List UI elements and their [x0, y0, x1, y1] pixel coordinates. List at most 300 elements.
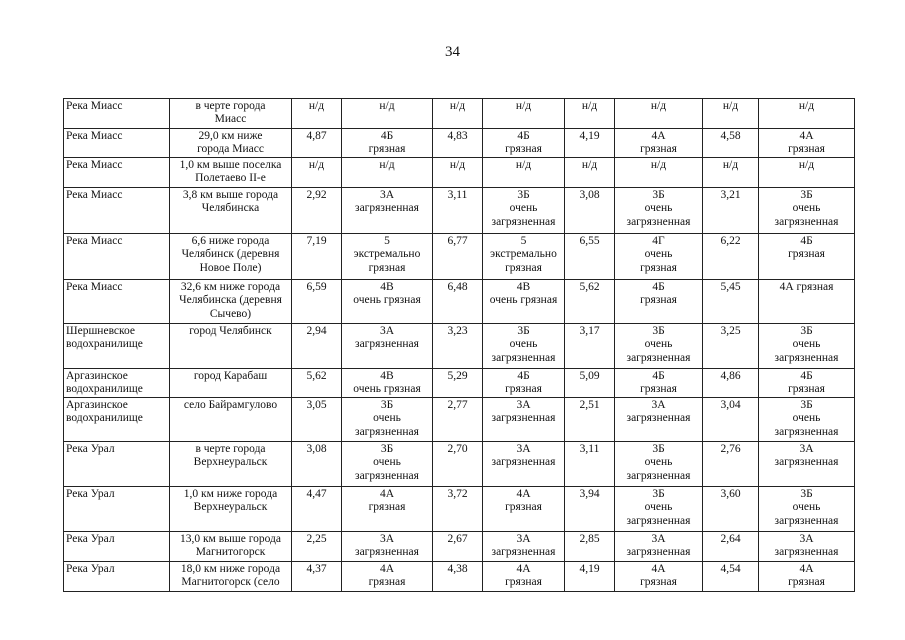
- water-body-cell: [64, 188, 170, 234]
- index-value-cell: [433, 442, 483, 487]
- index-value-cell: [433, 369, 483, 398]
- cell-line: 2,92: [306, 189, 327, 201]
- cell-line: н/д: [449, 100, 466, 112]
- water-body-cell: [64, 158, 170, 188]
- cell-line: н/д: [379, 100, 395, 112]
- cell-line: 3Б: [380, 443, 394, 455]
- index-value-cell: [565, 99, 615, 129]
- cell-line: 4А: [516, 563, 531, 575]
- cell-line: загрязненная: [355, 338, 419, 351]
- index-value-cell: [703, 369, 759, 398]
- cell-line: 2,70: [447, 443, 468, 455]
- quality-class-cell: [483, 369, 565, 398]
- index-value-cell: [433, 188, 483, 234]
- water-body-cell: [64, 562, 170, 592]
- cell-line: очень: [644, 202, 673, 215]
- cell-line: 3Б: [652, 443, 665, 455]
- index-value-cell: [433, 532, 483, 562]
- cell-line: 2,76: [720, 443, 741, 455]
- quality-class-cell: [483, 280, 565, 324]
- location-cell: [170, 369, 292, 398]
- cell-line: 1,0 км ниже города: [183, 488, 278, 500]
- quality-class-cell: [759, 369, 855, 398]
- quality-class-cell: [615, 280, 703, 324]
- table-row: [64, 398, 855, 442]
- cell-line: 3Б: [652, 325, 665, 337]
- quality-class-cell: [615, 532, 703, 562]
- index-value-cell: [703, 562, 759, 592]
- cell-line: 2,67: [447, 533, 468, 545]
- water-body-cell: [64, 129, 170, 158]
- cell-line: Миасс: [214, 113, 247, 126]
- cell-line: грязная: [640, 383, 677, 396]
- cell-line: 3А: [651, 399, 666, 411]
- index-value-cell: [433, 398, 483, 442]
- cell-line: грязная: [505, 143, 542, 156]
- cell-line: 3А: [379, 189, 395, 201]
- cell-line: загрязненная: [626, 469, 691, 482]
- cell-line: 3Б: [800, 325, 813, 337]
- cell-line: 4Б: [652, 370, 665, 382]
- cell-line: загрязненная: [774, 514, 839, 527]
- index-value-cell: [292, 99, 342, 129]
- index-value-cell: [565, 158, 615, 188]
- cell-line: 2,51: [579, 399, 600, 411]
- cell-line: 2,77: [447, 399, 468, 411]
- location-cell: [170, 280, 292, 324]
- index-value-cell: [433, 158, 483, 188]
- index-value-cell: [565, 234, 615, 280]
- cell-line: водохранилище: [66, 383, 143, 396]
- quality-class-cell: [483, 234, 565, 280]
- cell-line: 4Б: [800, 370, 813, 382]
- cell-line: 3А: [651, 533, 666, 545]
- water-quality-table: [63, 98, 855, 592]
- index-value-cell: [292, 442, 342, 487]
- index-value-cell: [703, 280, 759, 324]
- cell-line: загрязненная: [774, 456, 839, 469]
- cell-line: грязная: [368, 143, 406, 156]
- water-body-cell: [64, 369, 170, 398]
- water-body-cell: [64, 99, 170, 129]
- cell-line: в черте города: [195, 443, 266, 455]
- cell-line: город Карабаш: [193, 370, 268, 382]
- cell-line: грязная: [505, 501, 542, 514]
- cell-line: 5,45: [720, 281, 741, 293]
- cell-line: экстремально: [490, 248, 557, 261]
- cell-line: Верхнеуральск: [193, 501, 268, 514]
- table-row: [64, 369, 855, 398]
- cell-line: грязная: [788, 143, 825, 156]
- quality-class-cell: [759, 280, 855, 324]
- location-cell: [170, 158, 292, 188]
- cell-line: 6,77: [447, 235, 468, 247]
- cell-line: 4,58: [720, 130, 741, 142]
- cell-line: водохранилище: [66, 338, 143, 351]
- index-value-cell: [565, 442, 615, 487]
- cell-line: 3,08: [579, 189, 600, 201]
- table-row: [64, 129, 855, 158]
- cell-line: очень грязная: [489, 294, 558, 307]
- cell-line: н/д: [722, 159, 739, 171]
- cell-line: загрязненная: [491, 351, 556, 364]
- quality-class-cell: [759, 99, 855, 129]
- cell-line: 3А: [799, 533, 814, 545]
- quality-class-cell: [483, 158, 565, 188]
- cell-line: н/д: [581, 100, 598, 112]
- quality-class-cell: [615, 398, 703, 442]
- cell-line: 3,08: [306, 443, 327, 455]
- cell-line: 3Б: [380, 399, 394, 411]
- index-value-cell: [292, 234, 342, 280]
- cell-line: н/д: [515, 100, 532, 112]
- cell-line: 3Б: [800, 399, 813, 411]
- cell-line: село Байрамгулово: [183, 399, 278, 411]
- cell-line: 4,19: [579, 563, 600, 575]
- quality-class-cell: [342, 562, 433, 592]
- quality-class-cell: [615, 234, 703, 280]
- cell-line: 4В: [516, 281, 531, 293]
- cell-line: 3Б: [800, 189, 813, 201]
- cell-line: Река Миасс: [66, 189, 123, 201]
- cell-line: 7,19: [306, 235, 327, 247]
- index-value-cell: [565, 562, 615, 592]
- quality-class-cell: [759, 398, 855, 442]
- cell-line: очень: [644, 248, 673, 261]
- cell-line: 4А: [651, 563, 666, 575]
- index-value-cell: [565, 324, 615, 369]
- cell-line: загрязненная: [774, 425, 839, 438]
- cell-line: 18,0 км ниже города: [180, 563, 281, 575]
- cell-line: загрязненная: [626, 546, 691, 559]
- quality-class-cell: [615, 158, 703, 188]
- cell-line: н/д: [379, 159, 395, 171]
- index-value-cell: [703, 442, 759, 487]
- quality-class-cell: [342, 324, 433, 369]
- cell-line: загрязненная: [355, 202, 419, 215]
- cell-line: 3А: [379, 533, 395, 545]
- index-value-cell: [703, 487, 759, 532]
- cell-line: Река Миасс: [66, 100, 123, 112]
- cell-line: 5,09: [579, 370, 600, 382]
- quality-class-cell: [615, 99, 703, 129]
- quality-class-cell: [759, 129, 855, 158]
- cell-line: 4Б: [652, 281, 665, 293]
- index-value-cell: [703, 234, 759, 280]
- index-value-cell: [292, 129, 342, 158]
- cell-line: н/д: [798, 159, 815, 171]
- quality-class-cell: [342, 188, 433, 234]
- quality-class-cell: [759, 324, 855, 369]
- cell-line: грязная: [505, 261, 542, 274]
- location-cell: [170, 234, 292, 280]
- table-row: [64, 158, 855, 188]
- cell-line: 4В: [380, 281, 394, 293]
- water-body-cell: [64, 324, 170, 369]
- cell-line: н/д: [650, 159, 667, 171]
- index-value-cell: [433, 324, 483, 369]
- cell-line: Челябинск (деревня: [181, 248, 280, 261]
- cell-line: загрязненная: [491, 546, 556, 559]
- cell-line: 3А: [379, 325, 395, 337]
- cell-line: загрязненная: [774, 351, 839, 364]
- cell-line: Шершневское: [66, 325, 136, 337]
- quality-class-cell: [483, 487, 565, 532]
- cell-line: 2,25: [306, 533, 327, 545]
- quality-class-cell: [342, 280, 433, 324]
- index-value-cell: [292, 532, 342, 562]
- quality-class-cell: [342, 129, 433, 158]
- cell-line: 3А: [799, 443, 814, 455]
- cell-line: 3Б: [517, 325, 530, 337]
- location-cell: [170, 324, 292, 369]
- cell-line: 5,62: [579, 281, 600, 293]
- table-row: [64, 188, 855, 234]
- cell-line: 4А: [379, 488, 395, 500]
- cell-line: 4А: [799, 130, 814, 142]
- cell-line: 3А: [516, 533, 531, 545]
- quality-class-cell: [483, 99, 565, 129]
- index-value-cell: [433, 487, 483, 532]
- location-cell: [170, 188, 292, 234]
- index-value-cell: [703, 398, 759, 442]
- cell-line: грязная: [788, 248, 825, 261]
- quality-class-cell: [342, 442, 433, 487]
- cell-line: 3Б: [652, 488, 665, 500]
- cell-line: 4,54: [720, 563, 741, 575]
- quality-class-cell: [483, 442, 565, 487]
- cell-line: грязная: [788, 576, 825, 589]
- quality-class-cell: [483, 532, 565, 562]
- index-value-cell: [292, 398, 342, 442]
- cell-line: 3А: [516, 443, 531, 455]
- index-value-cell: [565, 188, 615, 234]
- cell-line: очень грязная: [353, 294, 421, 307]
- index-value-cell: [292, 188, 342, 234]
- water-body-cell: [64, 398, 170, 442]
- table-row: [64, 234, 855, 280]
- cell-line: 4,83: [447, 130, 468, 142]
- cell-line: 3Б: [517, 189, 530, 201]
- cell-line: 3,17: [579, 325, 600, 337]
- index-value-cell: [292, 562, 342, 592]
- cell-line: очень: [792, 338, 821, 351]
- water-body-cell: [64, 280, 170, 324]
- cell-line: 6,59: [306, 281, 327, 293]
- cell-line: 3,25: [720, 325, 741, 337]
- cell-line: Магнитогорск: [195, 546, 266, 559]
- quality-class-cell: [342, 532, 433, 562]
- quality-class-cell: [759, 562, 855, 592]
- table-row: [64, 442, 855, 487]
- quality-class-cell: [759, 234, 855, 280]
- cell-line: 5,62: [306, 370, 327, 382]
- cell-line: 4А: [799, 563, 814, 575]
- index-value-cell: [292, 158, 342, 188]
- cell-line: 4,47: [306, 488, 327, 500]
- location-cell: [170, 562, 292, 592]
- cell-line: 4Б: [380, 130, 394, 142]
- quality-class-cell: [342, 398, 433, 442]
- cell-line: 4В: [380, 370, 394, 382]
- cell-line: 4,37: [306, 563, 327, 575]
- quality-class-cell: [483, 188, 565, 234]
- cell-line: загрязненная: [626, 514, 691, 527]
- quality-class-cell: [483, 324, 565, 369]
- quality-class-cell: [483, 398, 565, 442]
- cell-line: 4Б: [517, 370, 530, 382]
- index-value-cell: [292, 324, 342, 369]
- cell-line: 4,38: [447, 563, 468, 575]
- cell-line: 3,11: [447, 189, 468, 201]
- cell-line: Магнитогорск (село: [181, 576, 280, 589]
- cell-line: город Челябинск: [189, 325, 272, 337]
- location-cell: [170, 398, 292, 442]
- quality-class-cell: [615, 369, 703, 398]
- cell-line: Аргазинское: [66, 399, 128, 411]
- cell-line: 3,05: [306, 399, 327, 411]
- cell-line: н/д: [722, 100, 739, 112]
- cell-line: 3А: [516, 399, 531, 411]
- cell-line: очень: [509, 338, 538, 351]
- quality-class-cell: [759, 158, 855, 188]
- cell-line: очень грязная: [353, 383, 421, 396]
- cell-line: 4,19: [579, 130, 600, 142]
- quality-class-cell: [615, 442, 703, 487]
- cell-line: Челябинска (деревня: [179, 294, 282, 307]
- cell-line: 3,04: [720, 399, 741, 411]
- cell-line: загрязненная: [491, 215, 556, 228]
- water-body-cell: [64, 442, 170, 487]
- cell-line: 2,64: [720, 533, 741, 545]
- page-number: 34: [445, 44, 460, 60]
- cell-line: 3,60: [720, 488, 741, 500]
- cell-line: Аргазинское: [66, 370, 128, 382]
- cell-line: грязная: [505, 383, 542, 396]
- cell-line: 4А: [379, 563, 395, 575]
- cell-line: 3Б: [652, 189, 665, 201]
- cell-line: загрязненная: [355, 425, 419, 438]
- cell-line: в черте города: [195, 100, 266, 112]
- cell-line: очень: [373, 456, 401, 469]
- quality-class-cell: [483, 129, 565, 158]
- cell-line: Река Миасс: [66, 235, 123, 247]
- location-cell: [170, 99, 292, 129]
- cell-line: 6,6 ниже города: [191, 235, 270, 247]
- cell-line: очень: [644, 501, 673, 514]
- cell-line: 3,21: [720, 189, 741, 201]
- cell-line: загрязненная: [491, 412, 556, 425]
- cell-line: Река Миасс: [66, 159, 123, 171]
- cell-line: 2,94: [306, 325, 327, 337]
- cell-line: очень: [644, 338, 673, 351]
- index-value-cell: [565, 129, 615, 158]
- table-row: [64, 324, 855, 369]
- cell-line: Полетаево II-е: [195, 172, 266, 185]
- index-value-cell: [703, 532, 759, 562]
- cell-line: 2,85: [579, 533, 600, 545]
- cell-line: загрязненная: [355, 469, 419, 482]
- quality-class-cell: [483, 562, 565, 592]
- index-value-cell: [703, 324, 759, 369]
- cell-line: загрязненная: [774, 215, 839, 228]
- quality-class-cell: [342, 369, 433, 398]
- quality-class-cell: [615, 188, 703, 234]
- index-value-cell: [292, 280, 342, 324]
- cell-line: загрязненная: [355, 546, 419, 559]
- water-body-cell: [64, 487, 170, 532]
- water-body-cell: [64, 234, 170, 280]
- cell-line: загрязненная: [774, 546, 839, 559]
- cell-line: 6,48: [447, 281, 468, 293]
- index-value-cell: [565, 487, 615, 532]
- cell-line: Новое Поле): [199, 261, 262, 274]
- cell-line: Река Урал: [66, 563, 115, 575]
- cell-line: 5: [384, 235, 390, 247]
- cell-line: 4,86: [720, 370, 741, 382]
- cell-line: грязная: [368, 576, 406, 589]
- quality-class-cell: [342, 234, 433, 280]
- cell-line: 5,29: [447, 370, 468, 382]
- cell-line: 3,23: [447, 325, 468, 337]
- location-cell: [170, 129, 292, 158]
- cell-line: Река Урал: [66, 533, 115, 545]
- cell-line: н/д: [515, 159, 532, 171]
- cell-line: н/д: [798, 100, 815, 112]
- cell-line: 4А грязная: [779, 281, 834, 293]
- cell-line: загрязненная: [626, 412, 691, 425]
- cell-line: очень: [373, 412, 401, 425]
- table-row: [64, 532, 855, 562]
- cell-line: 3,8 км выше города: [182, 189, 279, 201]
- index-value-cell: [433, 234, 483, 280]
- cell-line: 5: [520, 235, 527, 247]
- cell-line: грязная: [640, 576, 677, 589]
- cell-line: н/д: [308, 100, 325, 112]
- cell-line: 4Б: [517, 130, 530, 142]
- index-value-cell: [433, 99, 483, 129]
- quality-class-cell: [615, 562, 703, 592]
- quality-class-cell: [759, 442, 855, 487]
- cell-line: Верхнеуральск: [193, 456, 268, 469]
- index-value-cell: [565, 532, 615, 562]
- quality-class-cell: [759, 532, 855, 562]
- cell-line: н/д: [581, 159, 598, 171]
- quality-class-cell: [342, 487, 433, 532]
- cell-line: грязная: [505, 576, 542, 589]
- cell-line: водохранилище: [66, 412, 143, 425]
- cell-line: загрязненная: [626, 351, 691, 364]
- cell-line: грязная: [788, 383, 825, 396]
- index-value-cell: [565, 398, 615, 442]
- cell-line: Река Урал: [66, 443, 115, 455]
- quality-class-cell: [615, 129, 703, 158]
- index-value-cell: [565, 280, 615, 324]
- cell-line: Река Миасс: [66, 281, 123, 293]
- cell-line: очень: [792, 412, 821, 425]
- cell-line: очень: [792, 202, 821, 215]
- cell-line: грязная: [640, 294, 677, 307]
- cell-line: грязная: [640, 261, 677, 274]
- quality-class-cell: [342, 99, 433, 129]
- table-row: [64, 99, 855, 129]
- quality-class-cell: [759, 188, 855, 234]
- table-row: [64, 487, 855, 532]
- cell-line: н/д: [308, 159, 325, 171]
- cell-line: 4Б: [800, 235, 813, 247]
- index-value-cell: [433, 129, 483, 158]
- cell-line: грязная: [368, 261, 406, 274]
